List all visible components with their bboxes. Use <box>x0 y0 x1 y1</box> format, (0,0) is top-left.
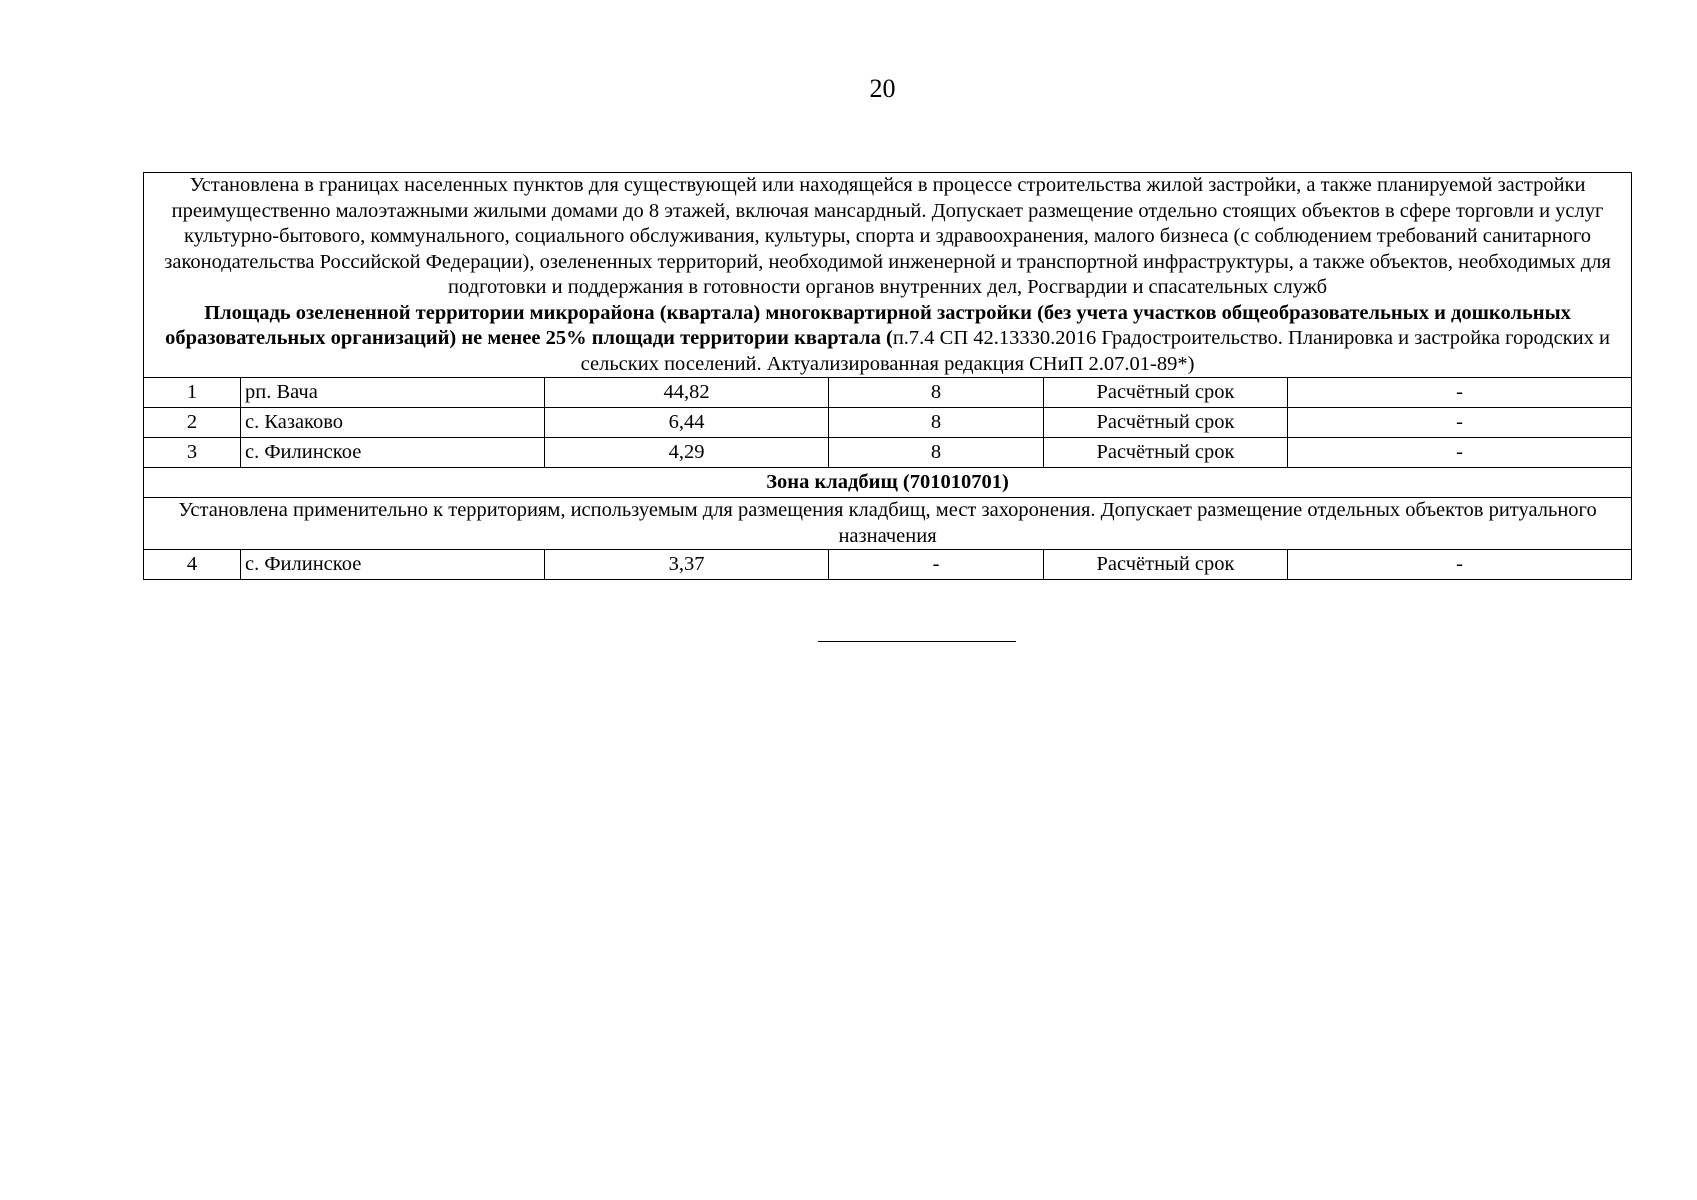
settlement-name: с. Филинское <box>241 438 545 468</box>
term-value: Расчётный срок <box>1044 550 1288 580</box>
closing-divider <box>818 641 1016 642</box>
term-value: Расчётный срок <box>1044 438 1288 468</box>
area-value: 44,82 <box>545 378 829 408</box>
extra-value: - <box>1288 550 1632 580</box>
floors-value: - <box>829 550 1044 580</box>
area-value: 4,29 <box>545 438 829 468</box>
extra-value: - <box>1288 438 1632 468</box>
table-row <box>144 550 1632 580</box>
residential-zone-text: Установлена в границах населенных пунктов для существующей или находящейся в процессе строительства жилой застройки, а также планируемой застройки преимущественно малоэтажными жилыми домами до 8 этажей, включая мансардный. Допускает размещение отдельно стоящих объектов в сфере торговли и услуг культурно-бытового, коммунального, социального обслуживания, культуры, спорта и здравоохранения, малого бизнеса (с соблюдением требований санитарного законодательства Российской Федерации), озелененных территорий, необходимой инженерной и транспортной инфраструктуры, а также объектов, необходимых для подготовки и поддержания в готовности органов внутренних дел, Росгвардии и спасательных служб <box>164 174 1611 298</box>
cemetery-zone-description: Установлена применительно к территориям, используемым для размещения кладбищ, мест захоронения. Допускает размещение отдельных объектов ритуального назначения <box>144 498 1632 550</box>
row-number: 2 <box>144 408 241 438</box>
floors-value: 8 <box>829 438 1044 468</box>
cemetery-zone-title: Зона кладбищ (701010701) <box>144 468 1632 498</box>
area-value: 6,44 <box>545 408 829 438</box>
settlement-name: с. Казаково <box>241 408 545 438</box>
table-row <box>144 378 1632 408</box>
green-area-reference: п.7.4 СП 42.13330.2016 Градостроительство. Планировка и застройка городских и сельских поселений. Актуализированная редакция СНиП 2.07.01-89*) <box>580 327 1610 375</box>
floors-value: 8 <box>829 378 1044 408</box>
row-number: 3 <box>144 438 241 468</box>
zone-description-row <box>144 498 1632 550</box>
extra-value: - <box>1288 408 1632 438</box>
settlement-name: рп. Вача <box>241 378 545 408</box>
settlement-name: с. Филинское <box>241 550 545 580</box>
extra-value: - <box>1288 378 1632 408</box>
term-value: Расчётный срок <box>1044 408 1288 438</box>
green-area-requirement: Площадь озелененной территории микрорайона (квартала) многоквартирной застройки (без учета участков общеобразовательных и дошкольных образовательных организаций) не менее 25% площади территории квартала ( <box>165 301 1571 349</box>
row-number: 4 <box>144 550 241 580</box>
section-description-row <box>144 173 1632 378</box>
zone-title-row <box>144 468 1632 498</box>
row-number: 1 <box>144 378 241 408</box>
table-row <box>144 408 1632 438</box>
zones-table <box>143 172 1632 580</box>
table-row <box>144 438 1632 468</box>
area-value: 3,37 <box>545 550 829 580</box>
floors-value: 8 <box>829 408 1044 438</box>
page-number: 20 <box>869 74 896 103</box>
term-value: Расчётный срок <box>1044 378 1288 408</box>
residential-zone-description <box>144 173 1632 378</box>
